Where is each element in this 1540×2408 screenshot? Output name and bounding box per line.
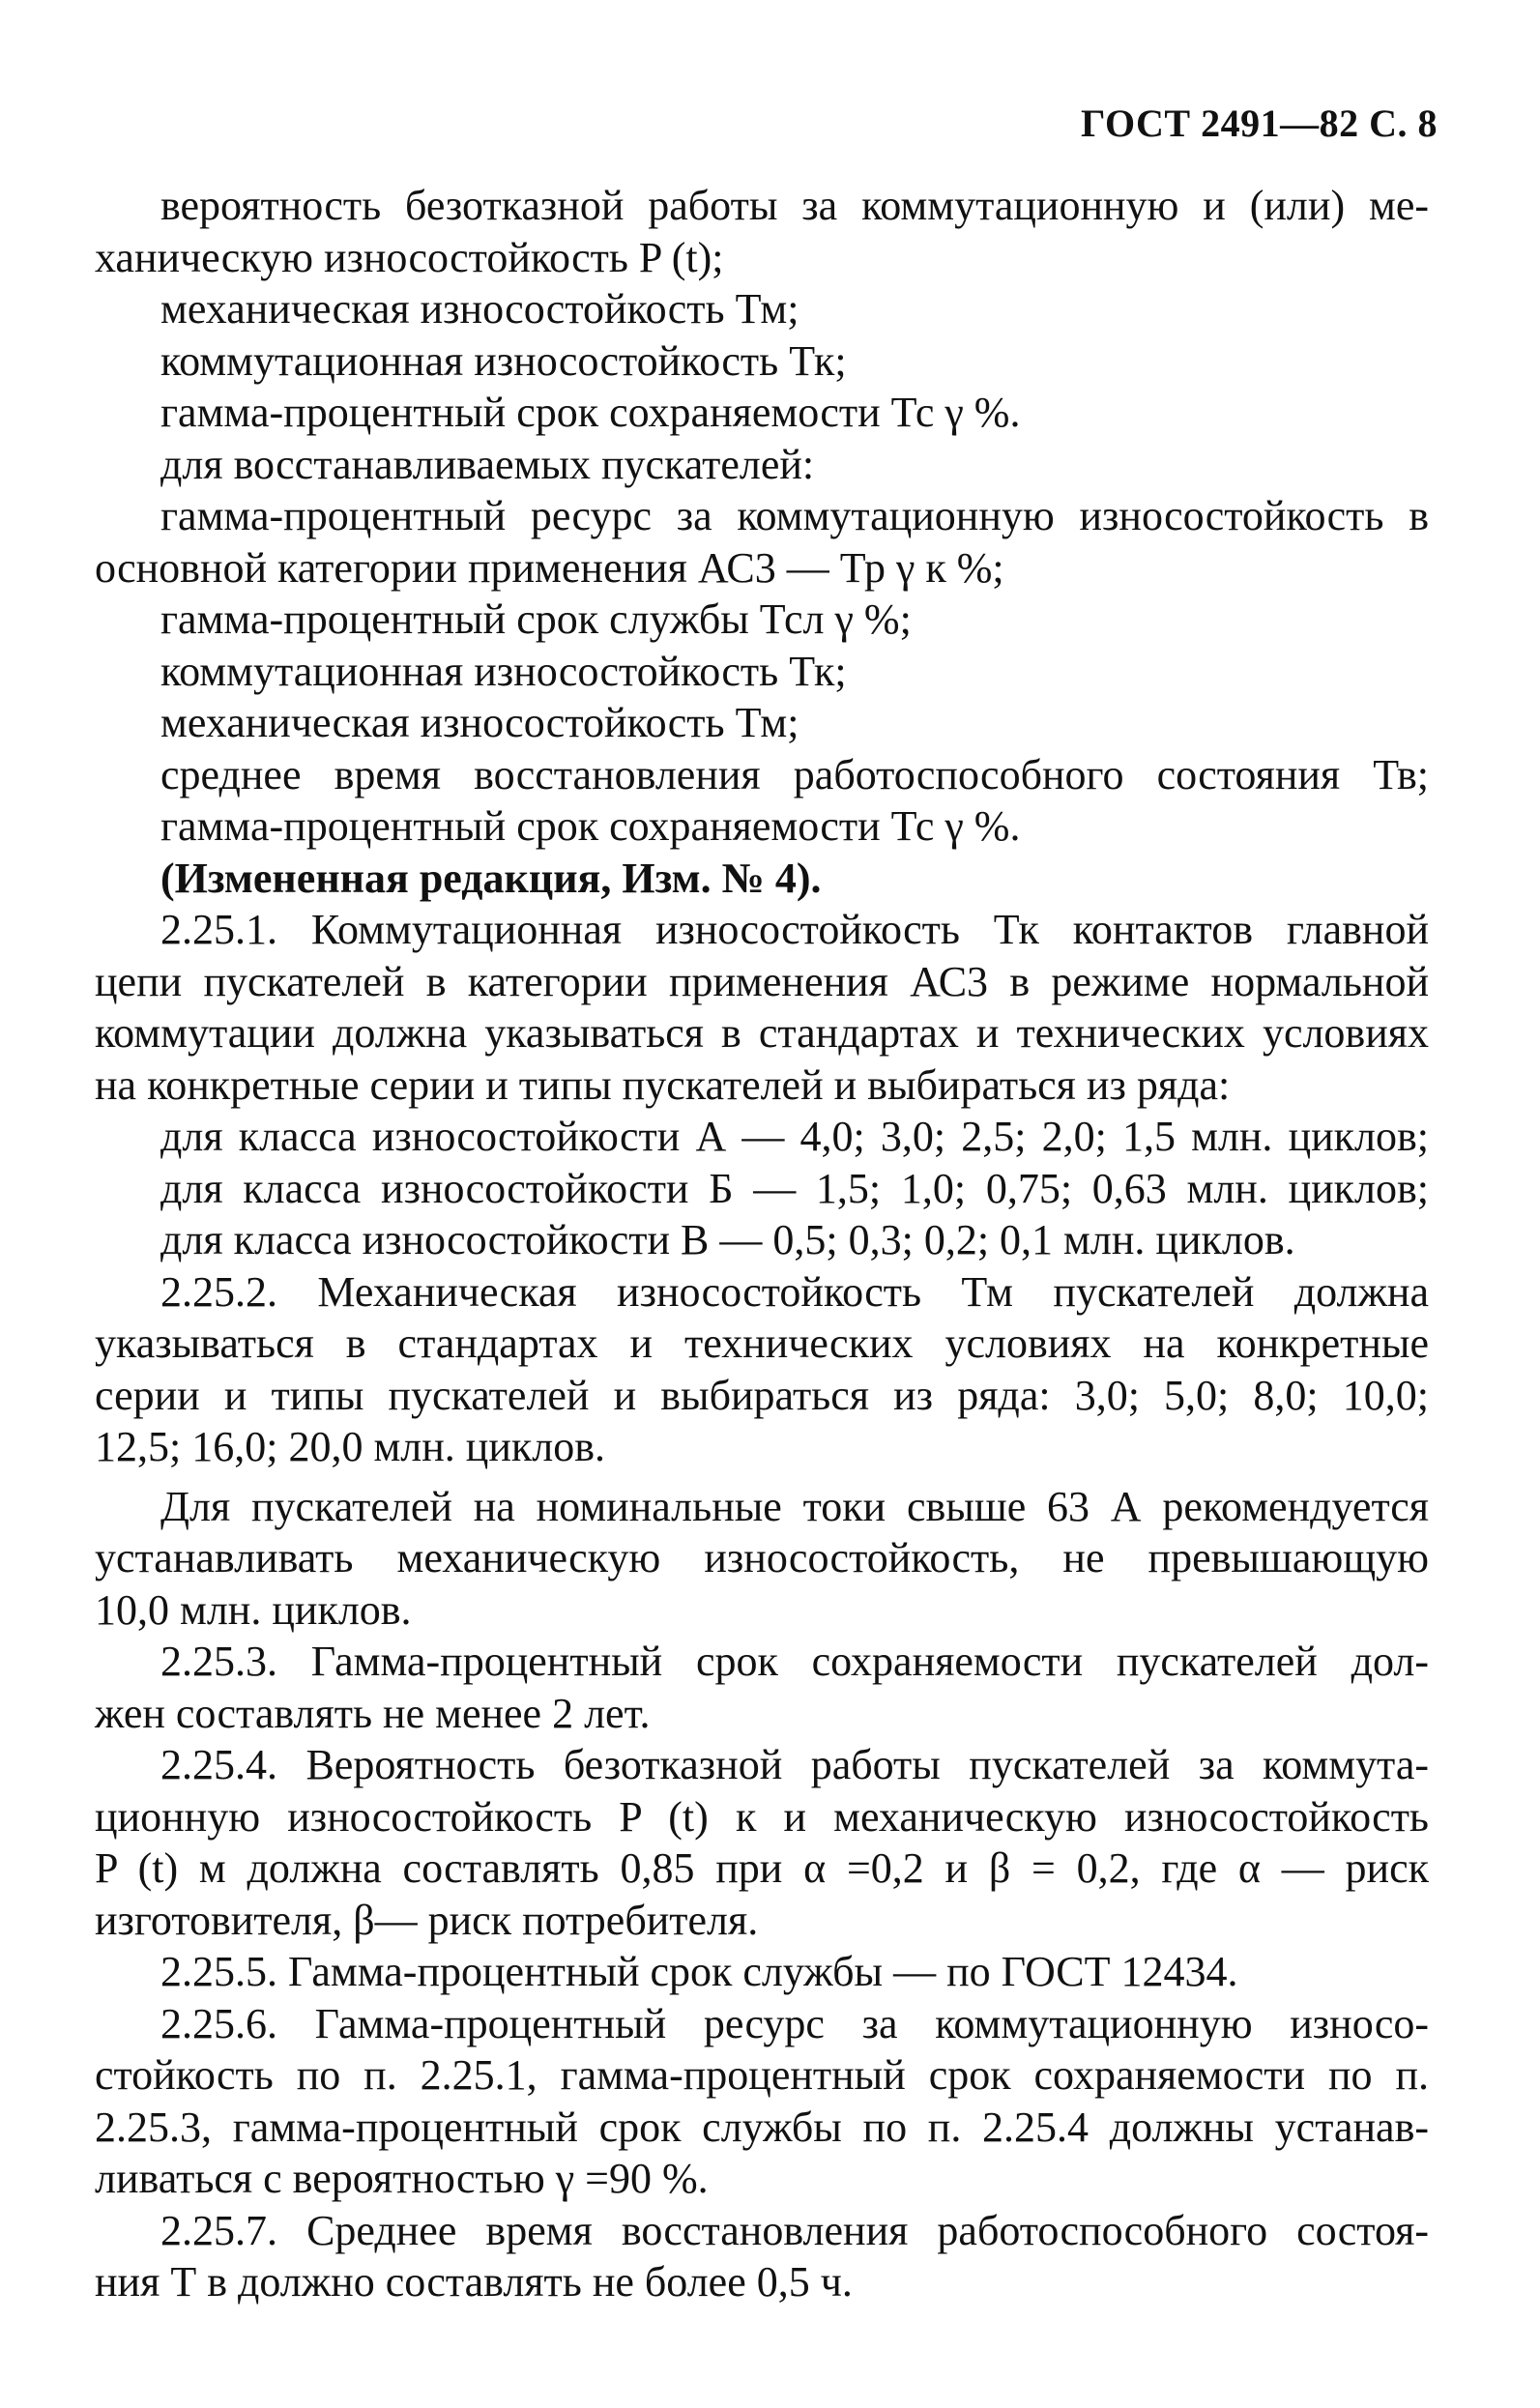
clause-2-25-7: 2.25.7. Среднее время восстановления работоспособного состоя- (160, 2206, 1429, 2254)
text-line: стойкость по п. 2.25.1, гамма-процентный срок сохраняемости по п. (95, 2051, 1429, 2099)
text-line: ханическую износостойкость P (t); (95, 233, 724, 281)
text-line: 10,0 млн. циклов. (95, 1585, 412, 1634)
page-header: ГОСТ 2491—82 С. 8 (1080, 102, 1438, 145)
text-line: коммутации должна указываться в стандартах и технических условиях (95, 1009, 1429, 1057)
amendment-note: (Измененная редакция, Изм. № 4). (160, 854, 822, 902)
text-line: Для пускателей на номинальные токи свыше 63 А рекомендуется (160, 1482, 1429, 1530)
document-body (95, 180, 1429, 2308)
text-line: серии и типы пускателей и выбираться из ряда: 3,0; 5,0; 8,0; 10,0; (95, 1371, 1429, 1419)
text-line: для класса износостойкости А — 4,0; 3,0; 2,5; 2,0; 1,5 млн. циклов; (160, 1113, 1429, 1160)
text-line: гамма-процентный ресурс за коммутационную износостойкость в (160, 492, 1429, 539)
text-line: изготовителя, β— риск потребителя. (95, 1896, 759, 1944)
text-line: для восстанавливаемых пускателей: (160, 440, 815, 488)
clause-2-25-5: 2.25.5. Гамма-процентный срок службы — по ГОСТ 12434. (160, 1948, 1238, 1995)
text-line: ционную износостойкость P (t) к и механическую износостойкость (95, 1792, 1429, 1841)
text-line: гамма-процентный срок сохраняемости Тс γ %. (160, 802, 1021, 850)
text-line: ливаться с вероятностью γ =90 %. (95, 2155, 709, 2202)
text-line: 12,5; 16,0; 20,0 млн. циклов. (95, 1423, 605, 1470)
text-line: вероятность безотказной работы за коммутационную и (или) ме- (160, 182, 1429, 229)
text-line: ния Т в должно составлять не более 0,5 ч. (95, 2258, 853, 2306)
text-line: указываться в стандартах и технических условиях на конкретные (95, 1320, 1429, 1367)
text-line: цепи пускателей в категории применения АС3 в режиме нормальной (95, 957, 1429, 1005)
text-line: устанавливать механическую износостойкость, не превышающую (95, 1534, 1429, 1581)
text-line: P (t) м должна составлять 0,85 при α =0,2 и β = 0,2, где α — риск (95, 1844, 1429, 1892)
text-line: 2.25.3, гамма-процентный срок службы по п. 2.25.4 должны устанав- (95, 2103, 1429, 2151)
text-line: коммутационная износостойкость Тк; (160, 647, 847, 695)
clause-2-25-1: 2.25.1. Коммутационная износостойкость Тк контактов главной (160, 906, 1429, 953)
text-line: гамма-процентный срок службы Тсл γ %; (160, 595, 912, 643)
text-line: гамма-процентный срок сохраняемости Тс γ %. (160, 389, 1021, 436)
text-line: коммутационная износостойкость Тк; (160, 336, 847, 385)
text-line: для класса износостойкости Б — 1,5; 1,0; 0,75; 0,63 млн. циклов; (160, 1164, 1429, 1212)
text-line: основной категории применения АС3 — Тр γ к %; (95, 543, 1004, 592)
text-line: механическая износостойкость Тм; (160, 699, 799, 746)
clause-2-25-2: 2.25.2. Механическая износостойкость Тм пускателей должна (160, 1267, 1429, 1316)
text-line: жен составлять не менее 2 лет. (95, 1689, 651, 1737)
text-line: для класса износостойкости В — 0,5; 0,3; 0,2; 0,1 млн. циклов. (160, 1216, 1295, 1263)
clause-2-25-3: 2.25.3. Гамма-процентный срок сохраняемости пускателей дол- (160, 1638, 1429, 1685)
clause-2-25-4: 2.25.4. Вероятность безотказной работы пускателей за коммута- (160, 1741, 1429, 1788)
text-line: на конкретные серии и типы пускателей и выбираться из ряда: (95, 1060, 1231, 1109)
text-line: среднее время восстановления работоспособного состояния Тв; (160, 750, 1429, 798)
text-line: механическая износостойкость Тм; (160, 285, 799, 333)
clause-2-25-6: 2.25.6. Гамма-процентный ресурс за коммутационную износо- (160, 1999, 1429, 2047)
